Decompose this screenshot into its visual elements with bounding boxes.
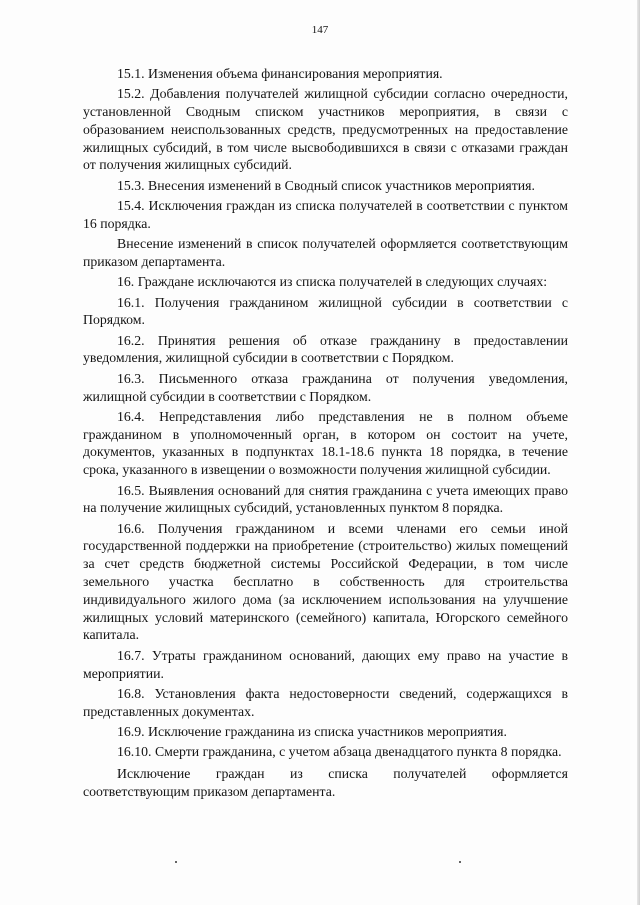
paragraph-16-1: 16.1. Получения гражданином жилищной субсидии в соответствии с Порядком.: [83, 294, 568, 328]
paragraph-16-3: 16.3. Письменного отказа гражданина от получения уведомления, жилищной субсидии в соответствии с Порядком.: [83, 370, 568, 404]
paragraph-16-9: 16.9. Исключение гражданина из списка участников мероприятия.: [117, 723, 507, 739]
paragraph-16-7: 16.7. Утраты гражданином оснований, дающих ему право на участие в мероприятии.: [83, 647, 568, 681]
paragraph-16-6: 16.6. Получения гражданином и всеми членами его семьи иной государственной поддержки на приобретение (строительство) жилых помещений за счет средств бюджетной системы Российской Федерации, в том числе земельного участка бесплатно в собственность для строительства индивидуального жилого дома (за исключением использования на улучшение жилищных условий материнского (семейного) капитала, Югорского семейного капитала.: [83, 520, 568, 643]
paragraph-15-3: 15.3. Внесения изменений в Сводный список участников мероприятия.: [117, 177, 535, 193]
paragraph-16-5: 16.5. Выявления оснований для снятия гражданина с учета имеющих право на получение жилищных субсидий, установленных пунктом 8 порядка.: [83, 482, 568, 516]
paragraph-exclusion-order: Исключение граждан из списка получателей оформляется соответствующим приказом департамента.: [83, 765, 568, 799]
document-body: [83, 65, 568, 803]
paragraph-15-1: 15.1. Изменения объема финансирования мероприятия.: [117, 66, 443, 81]
page-number: 147: [311, 24, 329, 36]
paragraph-16-4: 16.4. Непредставления либо представления не в полном объеме гражданином в уполномоченный орган, в котором он состоит на учете, документов, указанных в подпунктах 18.1-18.6 пункта 18 порядка, в течение срока, указанного в извещении о возможности получения жилищной субсидии.: [83, 408, 568, 478]
paragraph-15-4: 15.4. Исключения граждан из списка получателей в соответствии с пунктом 16 порядка.: [83, 198, 568, 231]
scan-dot-mark: [175, 861, 177, 863]
paragraph-changes-order: Внесение изменений в список получателей оформляется соответствующим приказом департамента.: [83, 236, 568, 269]
paragraph-16-10: 16.10. Смерти гражданина, с учетом абзаца двенадцатого пункта 8 порядка.: [117, 744, 562, 760]
paragraph-16: 16. Граждане исключаются из списка получателей в следующих случаях:: [117, 274, 548, 290]
scan-dot-mark: [459, 861, 461, 863]
paragraph-16-8: 16.8. Установления факта недостоверности сведений, содержащихся в представленных документах.: [83, 685, 568, 719]
paragraph-15-2: 15.2. Добавления получателей жилищной субсидии согласно очередности, установленной Сводным списком участников мероприятия, в связи с образованием неиспользованных средств, предусмотренных на предоставление жилищных субсидий, в том числе высвободившихся в связи с отказами граждан от получения жилищных субсидий.: [83, 86, 568, 173]
paragraph-16-2: 16.2. Принятия решения об отказе гражданину в предоставлении уведомления, жилищной субсидии в соответствии с Порядком.: [83, 332, 568, 366]
